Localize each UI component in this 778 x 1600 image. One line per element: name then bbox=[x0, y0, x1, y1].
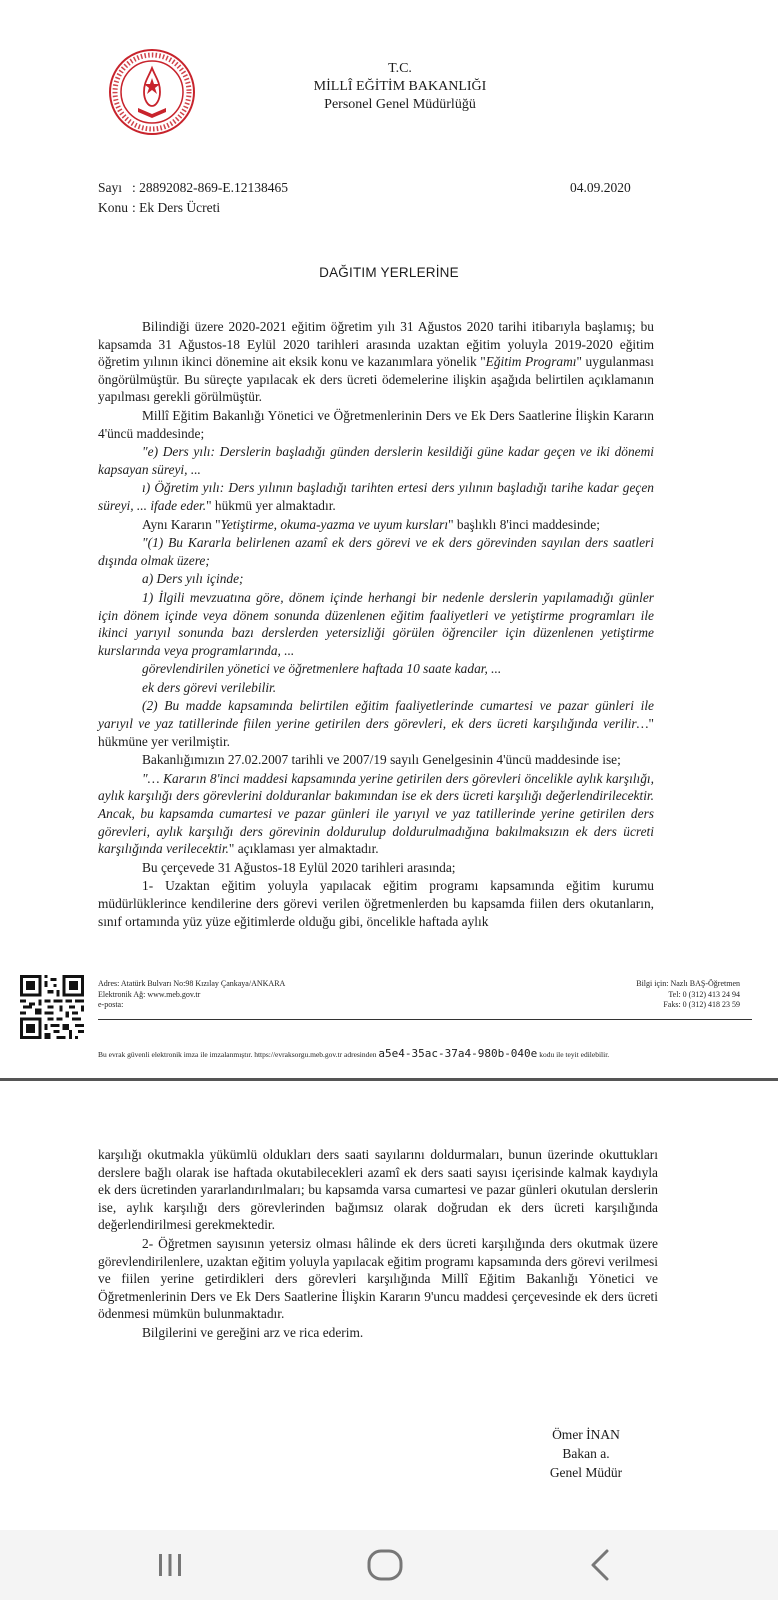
letterhead-department: Personel Genel Müdürlüğü bbox=[324, 97, 476, 112]
konu-label: Konu bbox=[98, 200, 128, 215]
back-chevron-icon bbox=[585, 1548, 615, 1582]
sayi-value: : 28892082-869-E.12138465 bbox=[132, 180, 288, 195]
footer-address-block bbox=[98, 979, 285, 1011]
footer-web: Elektronik Ağ: www.meb.gov.tr bbox=[98, 989, 201, 999]
konu-value: : Ek Ders Ücreti bbox=[132, 200, 221, 215]
quote-paragraph: ı) Öğretim yılı: Ders yılının başladığı tarihten ertesi ders yılının başladığı tarihe kadar geçen süreyi, ... ifade eder." hükmü yer almaktadır. bbox=[98, 480, 654, 513]
signer-title1: Bakan a. bbox=[562, 1446, 610, 1461]
paragraph: Bilindiği üzere 2020-2021 eğitim öğretim yılı 31 Ağustos 2020 tarihi itibarıyla başlamış; bu kapsamda 31 Ağustos-18 Eylül 2020 tarihleri arasında uzaktan eğitim yoluyla 2019-2020 eğitim öğretim yılının ikinci dönemine ait eksik konu ve kazanımlara yönelik "Eğitim Programı" uygulanması öngörülmüştür. Bu süreçte yapılacak ek ders ücreti ödemelerine ilişkin aşağıda belirtilen açıklamanın yapılması gerekli görülmüştür. bbox=[98, 319, 654, 405]
signer-name: Ömer İNAN bbox=[552, 1427, 620, 1442]
quote-paragraph: "… Kararın 8'inci maddesi kapsamında yerine getirilen ders görevleri öncelikle aylık karşılığı, aylık karşılığı ders görevlerini dolduranlar bakımından ise ek ders ücreti karşılığı değerlendirilecektir. Ancak, bu kapsamda cumartesi ve pazar günleri ile yarıyıl ve yaz tatillerinde yerine getirilen ders görevleri, aylık karşılığı ders görevinin doldurulup doldurulmadığına bakılmaksızın ek ders ücreti karşılığında verilecektir." açıklaması yer almaktadır. bbox=[98, 770, 654, 857]
quote-paragraph: görevlendirilen yönetici ve öğretmenlere haftada 10 saate kadar, ... bbox=[142, 661, 502, 677]
paragraph: Aynı Kararın "Yetiştirme, okuma-yazma ve uyum kursları" başlıklı 8'inci maddesinde; bbox=[142, 516, 600, 532]
letterhead-ministry: MİLLÎ EĞİTİM BAKANLIĞI bbox=[313, 79, 487, 94]
quote-paragraph: 1) İlgili mevzuatına göre, dönem içinde herhangi bir nedenle derslerin yapılamadığı günler için dönem içinde veya dönem sonunda düzenlenen eğitim faaliyetleri ve yetiştirme programları ile ikinci yarıyıl sonunda bazı derslerden yetersizliği görülen öğrenciler için düzenlenen yetiştirme kurslarında veya programlarında, ... bbox=[98, 589, 654, 658]
back-button[interactable] bbox=[570, 1540, 630, 1590]
sayi-label: Sayı bbox=[98, 180, 123, 195]
home-button[interactable] bbox=[355, 1540, 415, 1590]
esignature-note: Bu evrak güvenli elektronik imza ile imzalanmıştır. https://evraksorgu.meb.gov.tr adresinden a5e4-35ac-37a4-980b-040e kodu ile teyit edilebilir. bbox=[98, 1047, 610, 1060]
paragraph: 1- Uzaktan eğitim yoluyla yapılacak eğitim programı kapsamında eğitim kurumu müdürlüklerince kendilerine ders görevi verilen öğretmenlerden bu kapsamda fiilen ders okutanların, sınıf ortamında yüz yüze eğitimlerde olduğu gibi, öncelikle haftada aylık bbox=[98, 878, 654, 929]
document-date: 04.09.2020 bbox=[570, 180, 631, 195]
paragraph: Millî Eğitim Bakanlığı Yönetici ve Öğretmenlerinin Ders ve Ek Ders Saatlerine İlişkin Kararın 4'üncü maddesinde; bbox=[98, 407, 654, 441]
qr-code-icon bbox=[20, 975, 84, 1039]
quote-paragraph: ek ders görevi verilebilir. bbox=[142, 679, 277, 695]
sayi-row bbox=[98, 180, 288, 196]
paragraph: Bu çerçevede 31 Ağustos-18 Eylül 2020 tarihleri arasında; bbox=[142, 859, 456, 875]
letter-body-page2 bbox=[98, 1146, 658, 1342]
recipient-heading: DAĞITIM YERLERİNE bbox=[319, 265, 459, 280]
paragraph: karşılığı okutmakla yükümlü oldukları ders saati sayılarını doldurmaları, bunun üzerinde okuttukları derslere bağlı olarak ise haftada okutabilecekleri azamî ek ders saati sayısı içerisinde kalmak kaydıyla ek ders ücretinden yararlandırılmaları; bu kapsamda varsa cumartesi ve pazar günleri okutulan derslerin ise, aylık karşılığı ders görevlerinden bağımsız olarak doğrudan ek ders ücreti karşılığında değerlendirilmesi gerekmektedir. bbox=[98, 1147, 658, 1233]
footer-info: Bilgi için: Nazlı BAŞ-Öğretmen bbox=[636, 979, 740, 988]
recent-apps-button[interactable] bbox=[140, 1540, 200, 1590]
letter-body bbox=[98, 318, 654, 931]
footer-address: Adres: Atatürk Bulvarı No:98 Kızılay Çankaya/ANKARA bbox=[98, 979, 286, 988]
verification-code: a5e4-35ac-37a4-980b-040e bbox=[378, 1047, 538, 1060]
letterhead bbox=[300, 60, 500, 114]
footer-rule bbox=[98, 1019, 752, 1020]
signature-block bbox=[546, 1425, 626, 1482]
recent-apps-icon bbox=[153, 1550, 187, 1580]
footer-email: e-posta: bbox=[98, 1000, 124, 1009]
quote-paragraph: "(1) Bu Kararla belirlenen azamî ek ders görevi ve ek ders görevinden sayılan ders saatleri dışında olmak üzere; bbox=[98, 535, 654, 568]
signer-title2: Genel Müdür bbox=[549, 1465, 623, 1480]
footer-tel: Tel: 0 (312) 413 24 94 bbox=[668, 989, 740, 999]
quote-paragraph: a) Ders yılı içinde; bbox=[142, 571, 244, 587]
footer-contact-block bbox=[600, 979, 740, 1011]
konu-row bbox=[98, 200, 220, 216]
quote-paragraph: (2) Bu madde kapsamında belirtilen eğitim faaliyetlerinde cumartesi ve pazar günleri ile yarıyıl ve yaz tatillerinde fiilen yerine getirilen ders görevleri, ek ders ücreti karşılığında verilir…" hükmüne yer verilmiştir. bbox=[98, 698, 654, 749]
quote-paragraph: "e) Ders yılı: Derslerin başladığı günden derslerin kesildiği güne kadar geçen ve iki dönemi kapsayan süreyi, ... bbox=[98, 444, 654, 477]
paragraph: Bakanlığımızın 27.02.2007 tarihli ve 2007/19 sayılı Genelgesinin 4'üncü maddesinde ise; bbox=[142, 752, 621, 768]
paragraph: 2- Öğretmen sayısının yetersiz olması hâlinde ek ders ücreti karşılığında ders okutmak üzere görevlendirilenlere, uzaktan eğitim yoluyla yapılacak eğitim programı kapsamında ders görevi verilmesi ve fiilen yerine getirdikleri ders görevleri karşılığında Millî Eğitim Bakanlığı Yönetici ve Öğretmenlerinin Ders ve Ek Ders Saatlerine İlişkin Kararın 9'uncu maddesi çerçevesinde ek ders ücreti ödenmesi mümkün bulunmaktadır. bbox=[98, 1235, 658, 1322]
home-icon bbox=[365, 1548, 405, 1582]
footer-fax: Faks: 0 (312) 418 23 59 bbox=[663, 1000, 740, 1009]
meb-seal-logo bbox=[108, 48, 196, 136]
page-break-divider bbox=[0, 1078, 778, 1081]
letterhead-line1: T.C. bbox=[388, 61, 412, 76]
system-navigation-bar bbox=[0, 1530, 778, 1600]
closing-paragraph: Bilgilerini ve gereğini arz ve rica ederim. bbox=[142, 1324, 364, 1340]
